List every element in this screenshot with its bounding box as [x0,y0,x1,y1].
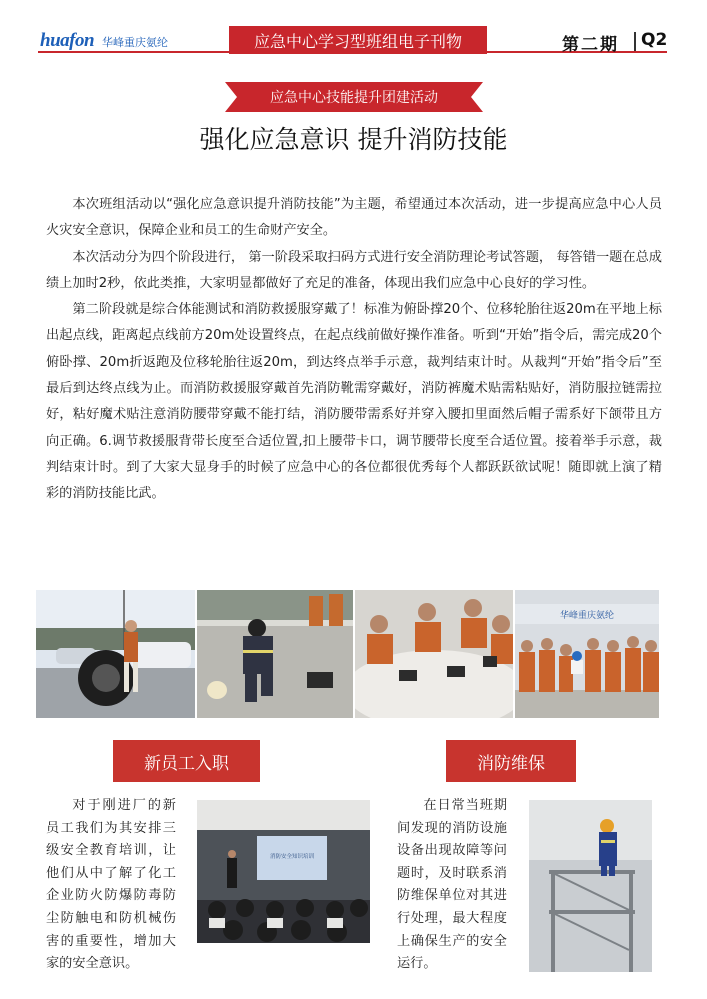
logo-subtitle: 华峰重庆氨纶 [102,36,169,49]
slide-title-text: 消防安全知识培训 [269,854,315,860]
ribbon-label: 应急中心技能提升团建活动 [270,90,438,106]
maintenance-text: 在日常当班期间发现的消防设施设备出现故障等问题时，及时联系消防维保单位对其进行处理，最大程度上确保生产的安全运行。 [397,798,507,972]
photo-firefighter-suit [197,590,353,718]
issue-number: 第二期 [562,35,619,55]
photo-tire-flip [36,590,195,718]
new-staff-text: 对于刚进厂的新员工我们为其安排三级安全教育培训，让他们从中了解了化工企业防火防爆防毒防尘防触电和防机械伤害的重要性，增加大家的安全意识。 [46,798,176,972]
company-logo [40,30,168,52]
article-paragraph: 第二阶段就是综合体能测试和消防救援服穿戴了！标准为俯卧撑20个、位移轮胎往返20m在平地上标出起点线，距离起点线前方20m处设置终点，在起点线前做好操作准备。听到“开始”指令后，需完成20个俯卧撑、20m折返跑及位移轮胎往返20m，到达终点举手示意，裁判结束计时。从裁判“开始”指令后”至最后到达终点线为止。而消防救援服穿戴首先消防靴需穿戴好，消防裤魔术贴需粘贴好，消防服拉链需拉好，粘好魔术贴注意消防腰带穿戴不能打结，消防腰带需系好并穿入腰扣里面然后帽子需系好下颌带且方向正确。6.调节救援服背带长度至合适位置,扣上腰带卡口，调节腰带长度至合适位置。接着举手示意，裁判结束计时。到了大家大显身手的时候了应急中心的各位都很优秀每个人都跃跃欲试呢！随即就上演了精彩的消防技能比武。 [46,302,662,502]
article-title: 强化应急意识 提升消防技能 [199,125,508,154]
photo-safety-training [197,800,370,943]
section-ribbon [225,82,483,112]
section-heading-new-staff: 新员工入职 [113,740,260,782]
logo-wordmark: huafon [40,30,95,51]
article-paragraph: 本次班组活动以“强化应急意识提升消防技能”为主题，希望通过本次活动，进一步提高应急中心人员火灾安全意识，保障企业和员工的生命财产安全。 [46,197,662,239]
group-banner-text: 华峰重庆氨纶 [559,611,615,621]
section-heading-maintenance: 消防维保 [446,740,576,782]
issue-separator [634,32,636,51]
publication-banner: 应急中心学习型班组电子刊物 [229,26,487,54]
article-body [46,192,662,508]
photo-fire-maintenance [529,800,652,972]
quarter-label: Q2 [641,30,668,50]
photo-theory-quiz [355,590,513,718]
photo-group [515,590,659,718]
article-paragraph: 本次活动分为四个阶段进行， 第一阶段采取扫码方式进行安全消防理论考试答题， 每答错一题在总成绩上加时2秒，依此类推，大家明显都做好了充足的准备，体现出我们应急中心良好的学习性。 [46,249,662,291]
